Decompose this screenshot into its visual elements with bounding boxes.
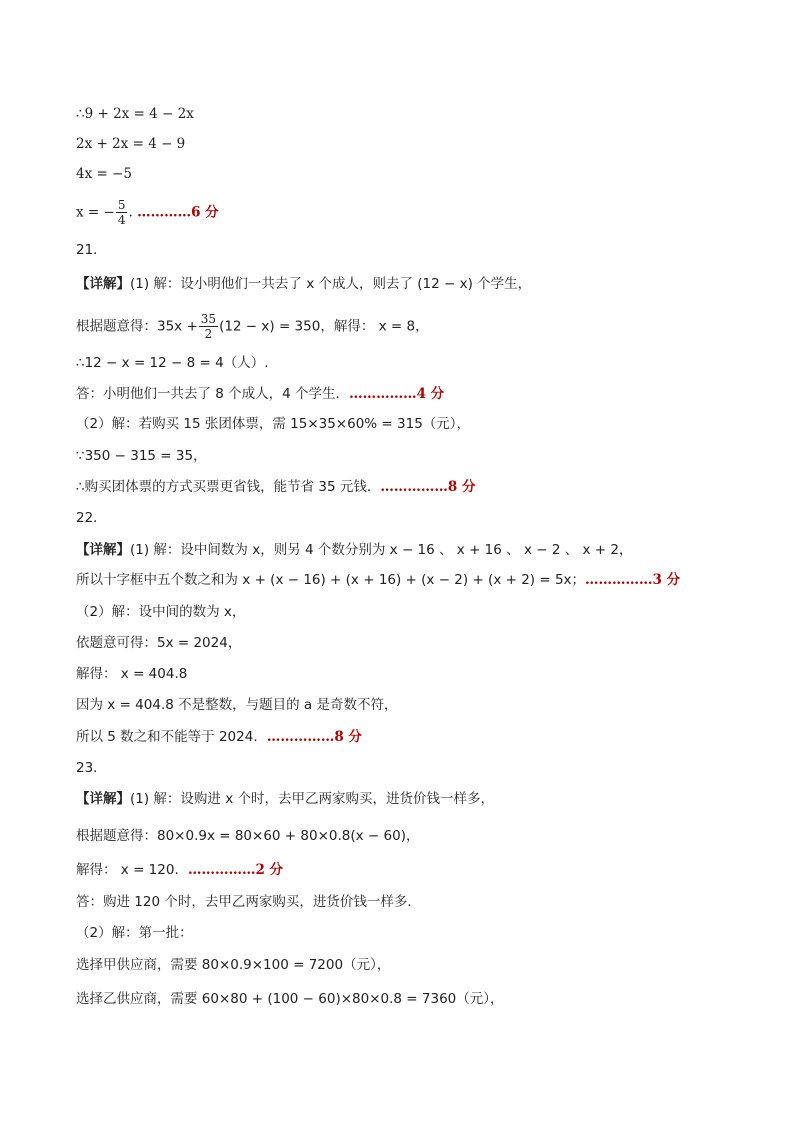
q21-part1-setup [76,274,754,294]
q21-answer-text: 答：小明他们一共去了 8 个成人，4 个学生． [76,386,350,402]
q22-part2-reason: 因为 x = 404.8 不是整数，与题目的 a 是奇数不符， [76,697,398,713]
q21-part1-answer [76,384,754,404]
question-number-22: 22． [76,510,107,526]
q22-part1-sum [76,570,754,590]
q22-part1-setup [76,540,754,560]
q21-part1-result: ∴12 − x = 12 − 8 = 4（人）. [76,355,269,371]
q23-part1-setup [76,789,754,809]
detail-tag: 【详解】 [76,791,130,807]
q23-part1-answer: 答：购进 120 个时，去甲乙两家购买，进货价钱一样多． [76,894,421,910]
q22-part2-equation: 依题意可得：5x = 2024， [76,635,242,651]
equation-line-3: 4x = −5 [76,166,132,182]
q23-solve-text: 解得： x = 120． [76,862,188,878]
q22-sum-text: 所以十字框中五个数之和为 x + (x − 16) + (x + 16) + (x − 2) + (x + 2) = 5x； [76,572,586,588]
equation-line-2: 2x + 2x = 4 − 9 [76,136,186,152]
detail-tag: 【详解】 [76,542,130,558]
q21-equation-suffix: (12 − x) = 350，解得： x = 8， [219,318,429,335]
fraction-denominator: 4 [117,213,126,227]
q23-part1-equation: 根据题意得：80×0.9x = 80×60 + 80×0.8(x − 60)， [76,828,420,844]
score-marker: ……………4 分 [349,386,445,402]
equation-line-1: ∴9 + 2x = 4 − 2x [76,106,194,122]
q22-part2-solve: 解得： x = 404.8 [76,666,188,682]
score-marker: ……………3 分 [585,572,681,588]
fraction [199,312,218,341]
score-marker: ……………8 分 [266,729,362,745]
detail-tag: 【详解】 [76,276,130,292]
q21-part1-equation [76,312,754,341]
q21-part2-text: ∴购买团体票的方式买票更省钱，能节省 35 元钱． [76,479,381,495]
score-marker: ……………8 分 [380,479,476,495]
equation-line-4 [76,198,754,227]
fraction-numerator: 35 [200,312,217,326]
q23-part1-solve [76,860,754,880]
q23-part1-text: (1) 解：设购进 x 个时，去甲乙两家购买，进货价钱一样多， [130,791,494,807]
question-number-23: 23． [76,760,107,776]
solution-prefix: x = − [76,204,115,221]
q21-part2-setup: （2）解：若购买 15 张团体票，需 15×35×60% = 315（元）， [76,416,471,432]
solution-suffix: . [128,204,133,221]
q23-part2-setup: （2）解：第一批： [76,925,193,941]
score-marker: …………6 分 [137,204,219,221]
fraction-denominator: 2 [204,327,213,341]
question-number-21: 21． [76,242,107,258]
fraction [116,198,128,227]
q22-answer-text: 所以 5 数之和不能等于 2024． [76,729,267,745]
q22-part2-answer [76,727,754,747]
q21-part2-answer [76,477,754,497]
q23-part2-option-b: 选择乙供应商，需要 60×80 + (100 − 60)×80×0.8 = 7360（元）， [76,991,504,1007]
score-marker: ……………2 分 [187,862,284,878]
q23-part2-option-a: 选择甲供应商，需要 80×0.9×100 = 7200（元）， [76,957,391,973]
q21-equation-prefix: 根据题意得：35x + [76,318,198,335]
q21-part1-text: (1) 解：设小明他们一共去了 x 个成人，则去了 (12 − x) 个学生， [130,276,532,292]
q22-part2-setup: （2）解：设中间的数为 x， [76,604,246,620]
q21-part2-calc: ∵350 − 315 = 35， [76,448,207,464]
q22-part1-text: (1) 解：设中间数为 x，则另 4 个数分别为 x − 16 、 x + 16 、 x − 2 、 x + 2， [130,542,633,558]
fraction-numerator: 5 [117,198,126,212]
